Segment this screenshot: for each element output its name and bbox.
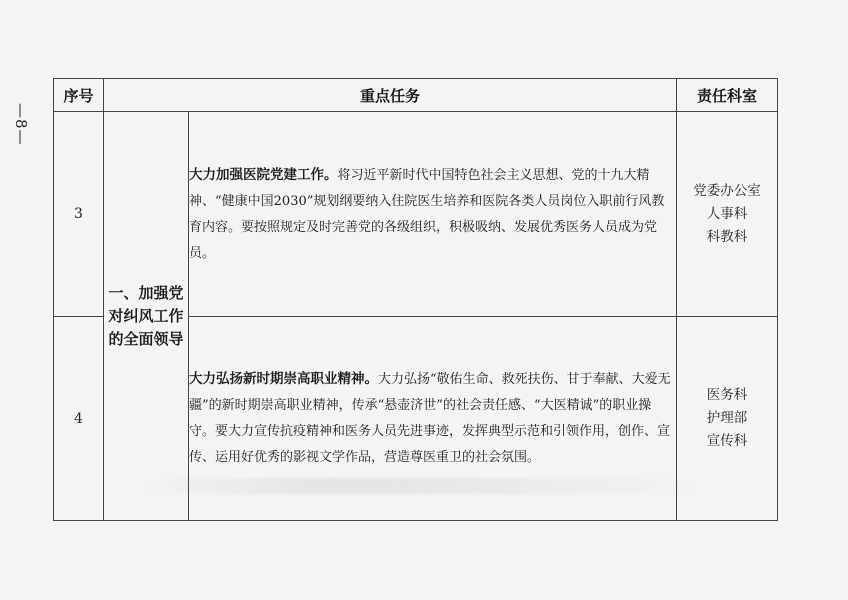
header-task: 重点任务 xyxy=(104,79,677,112)
dept-item: 宣传科 xyxy=(706,433,748,449)
category-cell xyxy=(104,112,189,521)
table-row xyxy=(54,112,778,317)
header-num: 序号 xyxy=(54,79,104,112)
task-lead: 大力弘扬新时期崇高职业精神。 xyxy=(189,371,378,387)
category-label: 一、加强党对纠风工作的全面领导 xyxy=(108,283,184,348)
task-cell xyxy=(189,317,677,521)
dept-item: 医务科 xyxy=(706,387,748,403)
dept-item: 人事科 xyxy=(706,205,748,222)
table-header-row xyxy=(54,79,778,112)
task-cell xyxy=(189,112,677,317)
page-number: —8— xyxy=(12,103,30,146)
dept-item: 护理部 xyxy=(706,410,748,426)
row-number: 4 xyxy=(54,317,104,521)
task-body: 大力弘扬“敬佑生命、救死扶伤、甘于奉献、大爱无疆”的新时期崇高职业精神，传承“悬壶济世”的社会责任感、“大医精诚”的职业操守。要大力宣传抗疫精神和医务人员先进事迹，发挥典型示范和引领作用，创作、宣传、运用好优秀的影视文学作品，营造尊医重卫的社会氛围。 xyxy=(189,372,671,465)
dept-item: 科教科 xyxy=(706,228,748,245)
task-lead: 大力加强医院党建工作。 xyxy=(189,166,338,183)
row-number: 3 xyxy=(54,112,104,317)
header-dept: 责任科室 xyxy=(677,79,778,112)
dept-cell xyxy=(677,112,778,317)
dept-item: 党委办公室 xyxy=(693,182,761,199)
dept-cell xyxy=(677,317,778,521)
task-table xyxy=(53,78,778,521)
task-body: 将习近平新时代中国特色社会主义思想、党的十九大精神、“健康中国2030”规划纲要纳入住院医生培养和医院各类人员岗位入职前行风教育内容。要按照规定及时完善党的各级组织，积极吸纳、发展优秀医务人员成为党员。 xyxy=(189,167,665,261)
